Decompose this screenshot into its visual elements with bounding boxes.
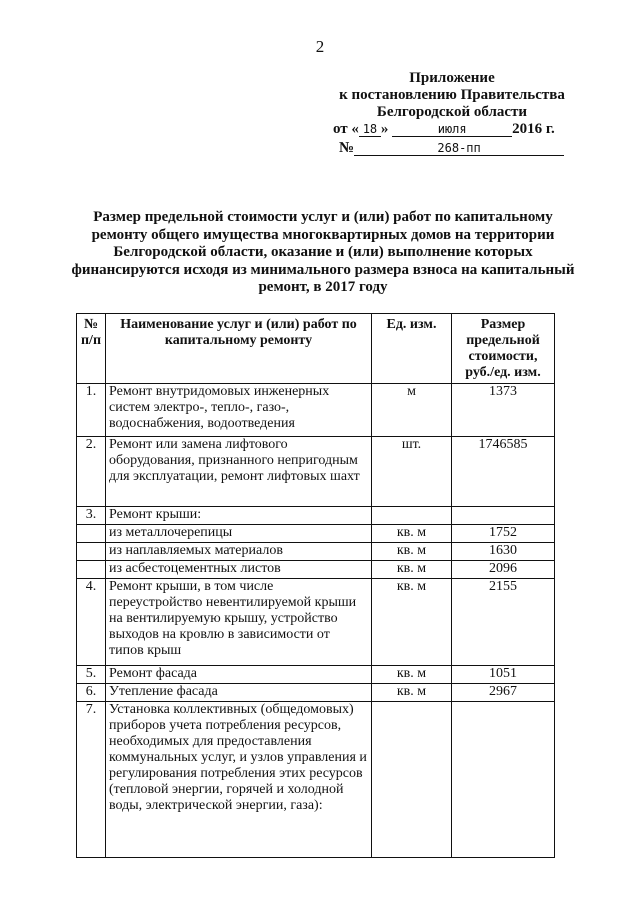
row-price	[452, 507, 555, 525]
page-number: 2	[315, 37, 325, 56]
table-header-row	[77, 314, 555, 384]
row-num: 6.	[77, 684, 106, 702]
appendix-date	[333, 121, 573, 138]
row-num	[77, 525, 106, 543]
row-name: Ремонт крыши:	[106, 507, 372, 525]
table-row	[77, 384, 555, 437]
appendix-title: Приложение	[409, 70, 495, 86]
row-price: 1373	[452, 384, 555, 437]
header-unit: Ед. изм.	[372, 314, 452, 384]
document-title: Размер предельной стоимости услуг и (или) работ по капитальному ремонту общего имущества многоквартирных домов на территории Белгородской области, оказание и (или) выполнение которых финансируются исходя из минимального размера взноса на капитальный ремонт, в 2017 году	[71, 209, 575, 295]
row-unit: кв. м	[372, 561, 452, 579]
header-price: Размер предельной стоимости, руб./ед. изм.	[452, 314, 555, 384]
row-unit: шт.	[372, 437, 452, 507]
row-unit	[372, 702, 452, 858]
row-name: Утепление фасада	[106, 684, 372, 702]
row-name: из асбестоцементных листов	[106, 561, 372, 579]
row-num	[77, 561, 106, 579]
number-label: №	[339, 140, 355, 156]
row-name: из наплавляемых материалов	[106, 543, 372, 561]
table-row	[77, 684, 555, 702]
number-value: 268-пп	[354, 141, 564, 156]
date-mid: »	[380, 121, 389, 137]
row-num: 2.	[77, 437, 106, 507]
row-unit: кв. м	[372, 525, 452, 543]
row-name: Ремонт фасада	[106, 666, 372, 684]
table-row	[77, 579, 555, 666]
row-name: Ремонт крыши, в том числе переустройство невентилируемой крыши на вентилируемую крышу, устройство выходов на кровлю в зависимости от типов крыш	[106, 579, 372, 666]
header-num: № п/п	[77, 314, 106, 384]
row-unit: кв. м	[372, 543, 452, 561]
row-name: Установка коллективных (общедомовых) приборов учета потребления ресурсов, необходимых для предоставления коммунальных услуг, и узлов управления и регулирования потребления этих ресурсов (тепловой энергии, горячей и холодной воды, электрической энергии, газа):	[106, 702, 372, 858]
date-year: 2016 г.	[512, 121, 555, 137]
table-row	[77, 561, 555, 579]
header-name: Наименование услуг и (или) работ по капитальному ремонту	[106, 314, 372, 384]
row-num	[77, 543, 106, 561]
table-row	[77, 666, 555, 684]
row-num: 3.	[77, 507, 106, 525]
table-row	[77, 525, 555, 543]
appendix-resolution: к постановлению Правительства	[339, 87, 565, 103]
date-month: июля	[392, 122, 512, 137]
row-name: Ремонт или замена лифтового оборудования, признанного непригодным для эксплуатации, ремонт лифтовых шахт	[106, 437, 372, 507]
row-num: 1.	[77, 384, 106, 437]
appendix-number	[339, 140, 571, 157]
row-unit	[372, 507, 452, 525]
row-price: 1051	[452, 666, 555, 684]
row-price: 2155	[452, 579, 555, 666]
row-price: 2096	[452, 561, 555, 579]
row-name: из металлочерепицы	[106, 525, 372, 543]
appendix-region: Белгородской области	[376, 104, 528, 120]
row-price: 2967	[452, 684, 555, 702]
row-unit: кв. м	[372, 579, 452, 666]
row-unit: кв. м	[372, 666, 452, 684]
appendix-header	[330, 70, 574, 121]
row-unit: кв. м	[372, 684, 452, 702]
row-unit: м	[372, 384, 452, 437]
row-price: 1746585	[452, 437, 555, 507]
table-row	[77, 543, 555, 561]
row-num: 5.	[77, 666, 106, 684]
price-table	[76, 313, 555, 858]
table-row	[77, 702, 555, 858]
row-price: 1630	[452, 543, 555, 561]
row-num: 4.	[77, 579, 106, 666]
row-price	[452, 702, 555, 858]
table-row	[77, 507, 555, 525]
row-price: 1752	[452, 525, 555, 543]
date-prefix: от «	[333, 121, 359, 137]
row-num: 7.	[77, 702, 106, 858]
date-day: 18	[359, 122, 381, 137]
table-row	[77, 437, 555, 507]
row-name: Ремонт внутридомовых инженерных систем электро-, тепло-, газо-, водоснабжения, водоотведения	[106, 384, 372, 437]
